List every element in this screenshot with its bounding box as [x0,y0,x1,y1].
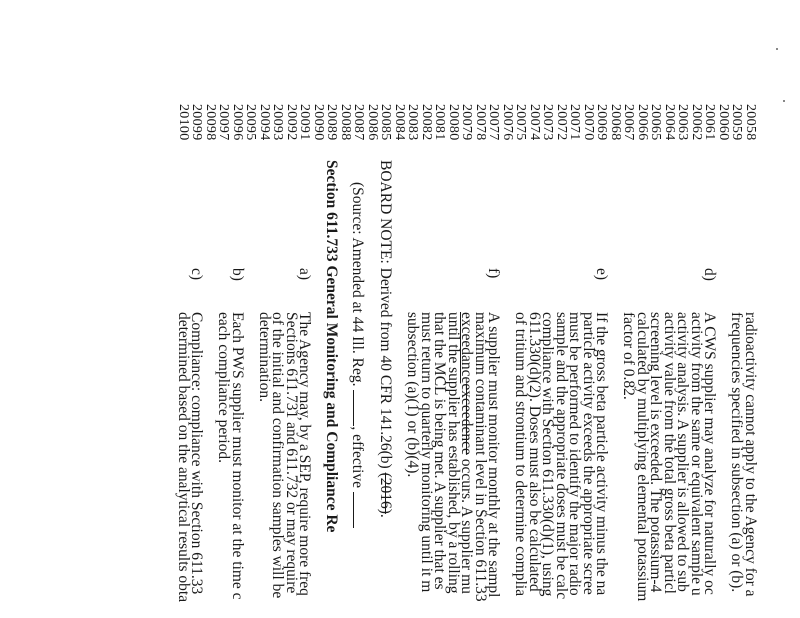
text-line: of the initial and confirmation samples will be [269,312,287,599]
text-line: until the supplier has established, by a rolling [445,312,462,594]
text-fragment: occurs. A supplier mu [458,454,476,594]
inserted-text: exceedance [458,312,476,384]
line-number: 20090 [311,104,326,141]
text-line: activity value from the total gross beta particl [661,312,678,594]
line-number: 20094 [257,104,272,141]
line-number: 20080 [446,104,461,141]
line-number: 20078 [473,104,488,141]
text-line: subsection (a)(1) or (b)(4). [404,312,422,478]
line-number: 20097 [216,104,232,141]
text-line: A supplier must monitor monthly at the sampl [485,312,503,598]
text-line: each compliance period. [215,312,233,464]
text-line: screening level is exceeded. The potassium-4 [647,312,665,593]
text-line: must return to quarterly monitoring until it m [418,312,435,593]
text-line: 611.330(d)(2). Doses must also be calculated [526,312,543,592]
line-number: 20095 [243,104,259,141]
text-line: determination. [256,312,273,402]
line-number: 20075 [513,104,529,141]
line-number: 20060 [716,104,731,141]
deleted-text: exceedence [458,383,476,455]
text-line: maximum contaminant level in Section 611.33 [472,312,489,602]
text-line: determined based on the analytical results obta [175,312,192,603]
line-number: 20065 [648,104,664,141]
text-line: of tritium and strontium to determine complia [512,312,530,597]
line-number: 20096 [230,104,245,141]
section-heading: Section 611.733 General Monitoring and Compliance Re [323,160,341,533]
line-number: 20082 [419,104,434,141]
line-number: 20083 [405,104,421,141]
line-number: 20063 [675,104,691,141]
text-fragment: BOARD NOTE: Derived from 40 CFR 141.26(b) [377,160,395,473]
text-line: A CWS supplier may analyze for naturally oc [701,312,719,595]
text-line: that the MCL is being met. A supplier that es [431,312,449,590]
line-number: 20076 [500,104,515,141]
line-number: 20091 [297,104,313,141]
text-line: Compliance: compliance with Section 611.33 [188,312,206,595]
subsection-label: d) [701,268,719,281]
text-fragment: , effective [349,426,367,492]
line-number: 20068 [608,104,623,141]
line-number: 20077 [486,104,502,141]
line-number: 20098 [203,104,218,141]
text-line: sample and the appropriate doses must be calc [553,312,570,600]
line-number: 20062 [689,104,704,141]
scan-speck [783,100,785,102]
text-line: activity analysis. A supplier is allowed to sub [674,312,692,592]
line-number: 20072 [554,104,569,141]
line-number: 20073 [540,104,556,141]
text-line: particle activity exceeds the appropriate scree [580,312,597,595]
text-line: must be performed to identify the major radio [566,312,584,596]
line-number: 20087 [351,104,367,141]
line-number: 20070 [581,104,596,141]
line-number: 20059 [729,104,745,141]
line-number: 20058 [743,104,758,141]
line-number: 20074 [527,104,542,141]
text-line: factor of 0.82. [620,312,638,400]
text-line: If the gross beta particle activity minus the na [593,312,611,596]
line-number: 20086 [365,104,380,141]
line-number: 20061 [702,104,718,141]
line-number: 20071 [567,104,583,141]
subsection-label: a) [296,268,314,281]
line-number: 20099 [189,104,205,141]
line-number: 20093 [270,104,286,141]
line-number: 20084 [392,104,407,141]
line-number: 20100 [176,104,191,141]
subsection-label: b) [229,268,246,281]
line-number: 20079 [459,104,475,141]
deleted-text: (2016) [377,472,395,514]
line-number: 20066 [635,104,650,141]
blank-line [354,492,367,528]
text-fragment: (Source: Amended at 44 Ill. Reg. [349,182,367,391]
text-line: calculated by multiplying elemental potassium [634,312,651,602]
text-line: frequencies specified in subsection (a) or (b). [728,312,746,593]
text-line: compliance with Section 611.330(d)(1), using [539,312,557,597]
line-number: 20089 [324,104,340,141]
text-line: The Agency may, by a SEP, require more freq [296,312,314,596]
text-line: Each PWS supplier must monitor at the time c [229,312,246,600]
line-number: 20069 [594,104,610,141]
line-number: 20085 [378,104,394,141]
subsection-label: f) [485,268,503,279]
subsection-label: e) [593,268,611,281]
line-number: 20081 [432,104,448,141]
line-number: 20067 [621,104,637,141]
line-number: 20064 [662,104,677,141]
scan-speck [776,48,778,50]
blank-line [354,390,367,426]
board-note [379,160,394,518]
text-line: radioactivity cannot apply to the Agency for a [742,312,759,597]
subsection-label: c) [188,268,206,281]
text-line: Sections 611.731 and 611.732 or may require [283,312,300,594]
line-number: 20088 [338,104,353,141]
source-note [349,182,367,528]
line-number: 20092 [284,104,299,141]
text-line: activity from the same or equivalent sample u [688,312,705,596]
text-fragment: . [377,513,395,518]
